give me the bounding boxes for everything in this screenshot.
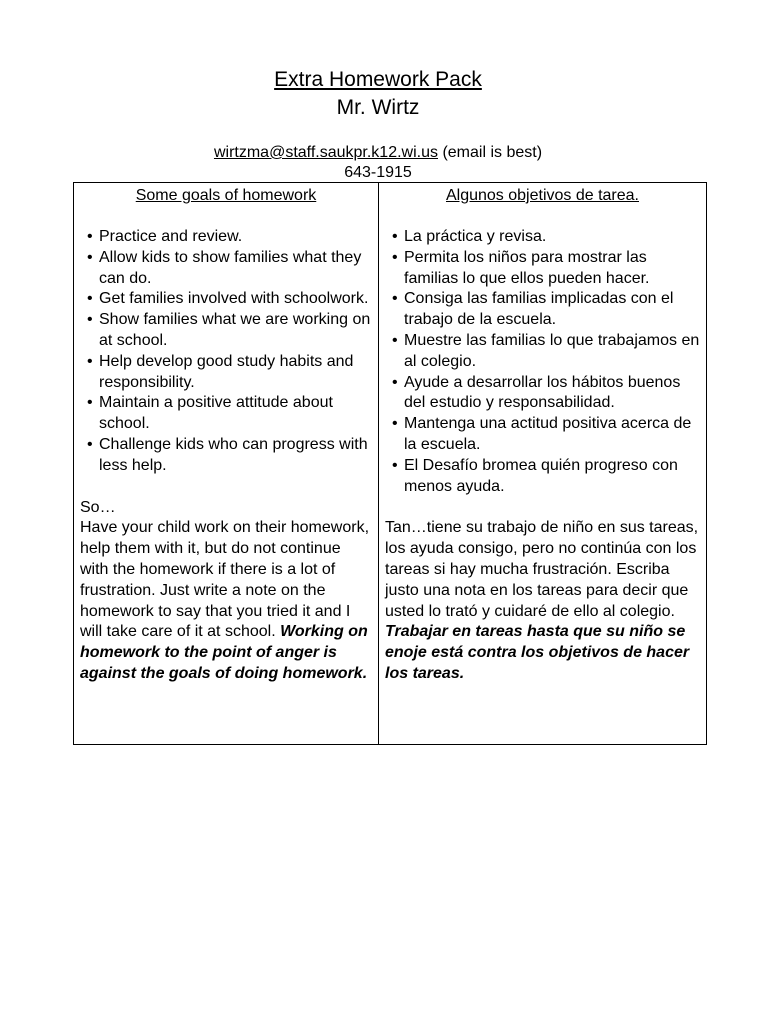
bullet-icon: • [87,352,93,370]
spanish-emphasis: Trabajar en tareas hasta que su niño se enoje está contra los objetivos de hacer los tareas. [385,623,690,682]
goal-text: Maintain a positive attitude about school. [99,394,333,433]
list-item [80,289,372,310]
goal-text: Allow kids to show families what they can do. [99,248,362,287]
bullet-icon: • [392,228,398,245]
bullet-icon: • [392,373,398,391]
teacher-name: Mr. Wirtz [336,96,420,119]
email-note: (email is best) [438,144,543,161]
list-item [80,248,372,290]
bullet-icon: • [392,248,398,266]
list-item [80,393,372,435]
english-so: So… [80,498,116,516]
document-title: Extra Homework Pack [274,68,482,91]
bullet-icon: • [392,331,398,349]
bullet-icon: • [87,394,93,412]
spanish-paragraph [385,518,700,684]
english-paragraph-text: Have your child work on their homework, help them with it, but do not continue with the homework if there is a lot of frustration. Just write a note on the homework to say that you tried it and I will take care of it at school. [80,519,370,641]
goal-text: Get families involved with schoolwork. [99,290,369,308]
teacher-email-link[interactable]: wirtzma@staff.saukpr.k12.wi.us [213,144,438,161]
spanish-goals-list [385,227,700,497]
list-item [385,248,700,290]
goal-text: Help develop good study habits and responsibility. [99,352,354,391]
list-item [385,227,700,248]
list-item [385,289,700,331]
document-header [0,66,756,122]
list-item [385,373,700,415]
list-item [80,352,372,394]
goal-text: El Desafío bromea quién progreso con menos ayuda. [404,456,678,495]
spanish-column [379,183,706,744]
english-column [74,183,379,744]
goal-text: La práctica y revisa. [404,228,547,245]
teacher-phone: 643-1915 [344,164,412,181]
goal-text: Permita los niños para mostrar las familias lo que ellos pueden hacer. [404,248,650,287]
spanish-heading: Algunos objetivos de tarea. [445,187,639,204]
goal-text: Muestre las familias lo que trabajamos en al colegio. [404,331,700,370]
english-emphasis: Working on homework to the point of anger is against the goals of doing homework. [80,623,368,682]
goal-text: Mantenga una actitud positiva acerca de la escuela. [404,415,692,453]
english-paragraph [80,518,372,684]
goals-table [73,182,707,745]
bullet-icon: • [392,290,398,308]
list-item [80,435,372,477]
bullet-icon: • [87,311,93,329]
goal-text: Challenge kids who can progress with less help. [99,435,368,474]
list-item [385,414,700,456]
english-goals-list [80,227,372,477]
list-item [385,331,700,373]
spanish-paragraph-text: Tan…tiene su trabajo de niño en sus tareas, los ayuda consigo, pero no continúa con los tareas si hay mucha frustración. Escriba justo una nota en los tareas para decir que usted lo trató y cuidaré de ello al colegio. [385,519,699,620]
english-heading: Some goals of homework [135,187,317,204]
bullet-icon: • [87,228,93,245]
bullet-icon: • [87,290,93,308]
list-item [80,227,372,248]
bullet-icon: • [392,415,398,433]
bullet-icon: • [87,435,93,453]
goal-text: Show families what we are working on at school. [99,311,371,349]
bullet-icon: • [392,456,398,474]
list-item [80,310,372,352]
goal-text: Ayude a desarrollar los hábitos buenos del estudio y responsabilidad. [404,373,681,412]
goal-text: Consiga las familias implicadas con el trabajo de la escuela. [404,290,674,329]
goal-text: Practice and review. [99,228,243,245]
contact-line [0,143,756,163]
list-item [385,456,700,498]
bullet-icon: • [87,248,93,266]
